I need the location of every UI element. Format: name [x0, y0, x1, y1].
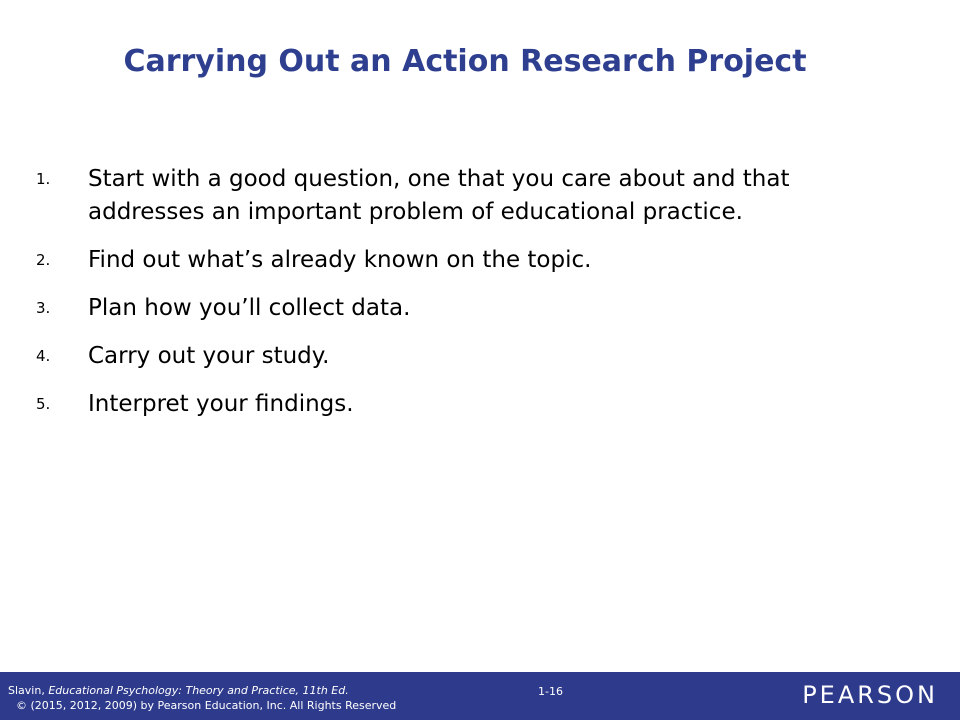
step-text: Find out what’s already known on the topic.	[88, 247, 592, 273]
list-item	[36, 292, 866, 325]
step-text: Carry out your study.	[88, 343, 330, 369]
step-number: 4.	[36, 347, 51, 365]
step-number: 3.	[36, 299, 51, 317]
step-number: 5.	[36, 395, 51, 413]
list-item	[36, 163, 866, 229]
pearson-logo: PEARSON	[802, 681, 938, 709]
steps-list	[36, 163, 866, 436]
list-item	[36, 244, 866, 277]
copyright-notice: © (2015, 2012, 2009) by Pearson Education, Inc. All Rights Reserved	[16, 699, 397, 712]
list-item	[36, 340, 866, 373]
citation-author: Slavin,	[8, 684, 49, 697]
footer-bar	[0, 672, 960, 720]
step-text: Plan how you’ll collect data.	[88, 295, 411, 321]
step-number: 2.	[36, 251, 51, 269]
step-number: 1.	[36, 170, 51, 188]
citation	[8, 683, 396, 713]
list-item	[36, 388, 866, 421]
step-text: Start with a good question, one that you care about and that addresses an important problem of educational practice.	[88, 166, 790, 225]
page-number: 1-16	[538, 685, 563, 698]
citation-book-title: Educational Psychology: Theory and Practice, 11th Ed.	[48, 684, 349, 697]
slide-title: Carrying Out an Action Research Project	[123, 44, 807, 79]
step-text: Interpret your findings.	[88, 391, 354, 417]
